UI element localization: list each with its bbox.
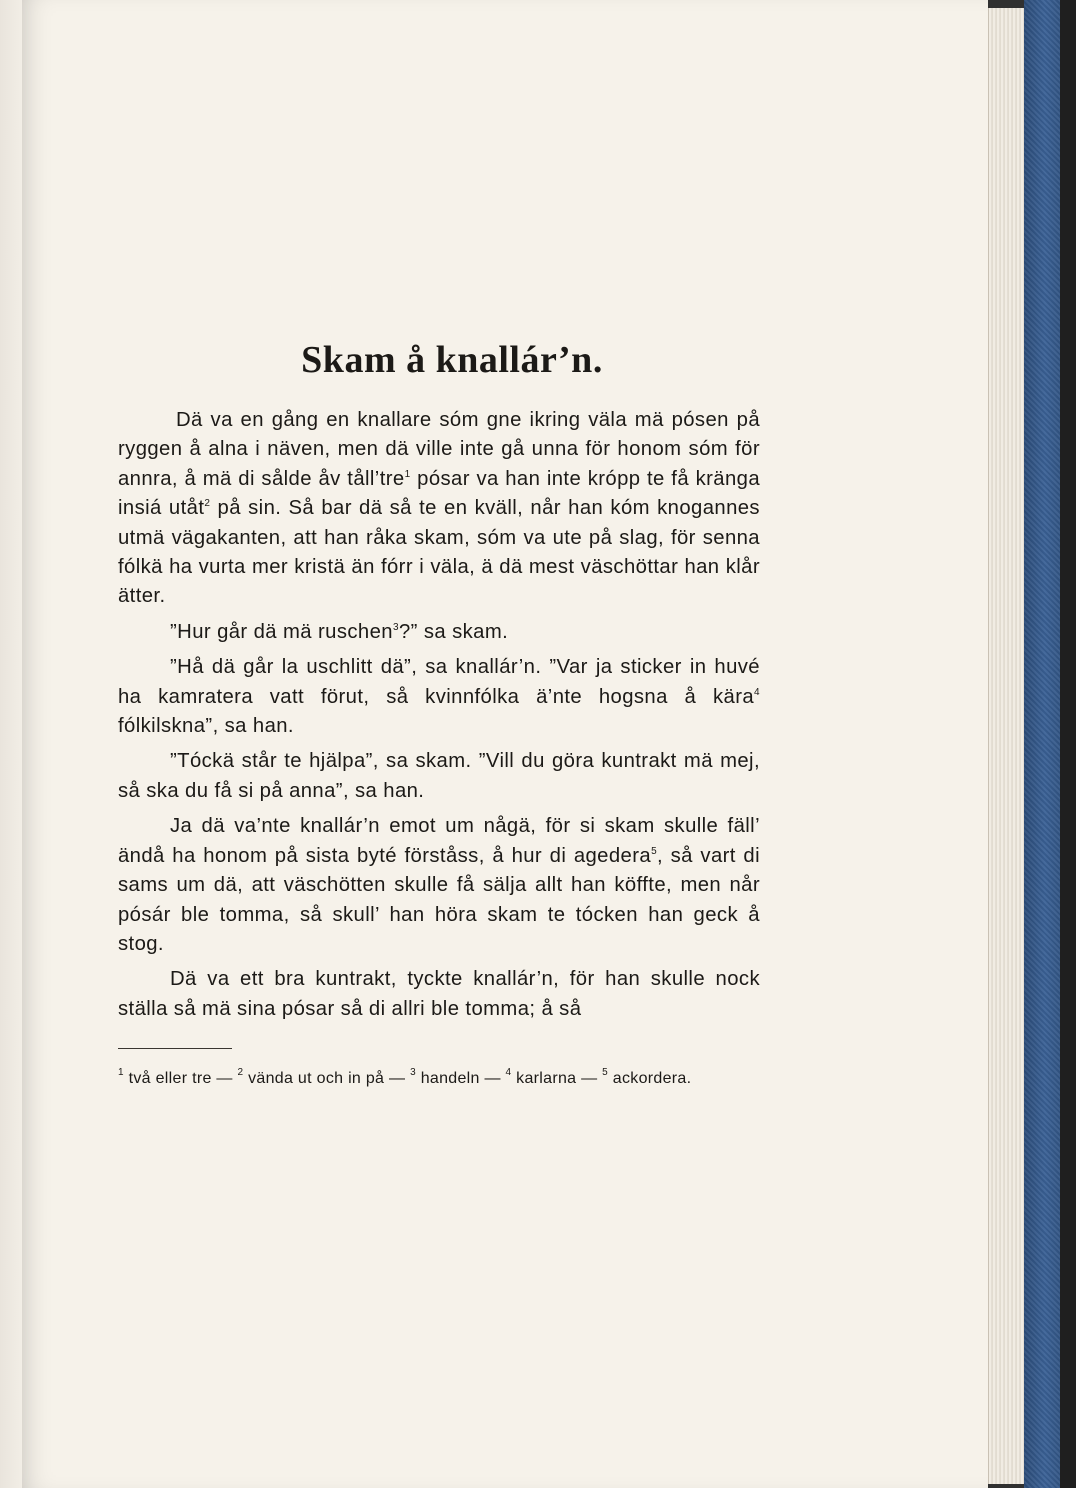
footnotes [118,1067,760,1090]
paragraph-3 [118,653,760,741]
paragraph-text: ”Hur går dä mä ruschen [170,620,393,643]
footnote-1 [118,1067,233,1088]
paragraph-text: Dä va ett bra kuntrakt, tyckte knallár’n, för han skulle nock ställa så mä sina pósar så di allri ble tomma; å så [118,968,760,1020]
footnote-number: 4 [505,1067,512,1079]
footnote-number: 1 [118,1067,124,1079]
paragraph-text: ”Hå dä går la uschlitt dä”, sa knallár’n. ”Var ja sticker in huvé ha kamratera vatt förut, så kvinnfólka ä’nte hogsna å kära [118,656,760,708]
footnote-3 [410,1067,501,1088]
footnote-text: ackordera. [612,1070,692,1088]
footnote-number: 3 [410,1067,416,1079]
paragraph-text: , så vart di sams um dä, att väschötten skulle få sälja allt han köffte, men når pósár ble tomma, så skull’ han höra skam te tócken han geck å stog. [118,844,760,955]
footnote-4 [505,1067,598,1088]
footnote-number: 2 [237,1067,244,1079]
chapter-title: Skam å knallár’n. [301,339,603,381]
paragraph-text: ”Tóckä står te hjälpa”, sa skam. ”Vill du göra kuntrakt mä mej, så ska du få si på anna”, sa han. [118,750,760,802]
paragraph-2 [118,618,760,647]
paragraph-text: ?” sa skam. [398,620,509,643]
paragraph-text: på sin. Så bar dä så te en kväll, når han kóm knogannes utmä vägakanten, att han råka skam, sóm va ute på slag, för senna fólkä ha vurta mer kristä än fórr i väla, ä dä mest väschöttar han klår ätter. [118,497,760,608]
footnote-number: 5 [602,1067,609,1079]
background-edge [1060,0,1076,1488]
footnote-2 [237,1067,406,1088]
page-content [118,330,760,1090]
paragraph-5 [118,812,760,959]
paragraph-text: fólkilskna”, sa han. [118,715,294,738]
footnote-text: vända ut och in på — [248,1070,406,1088]
footnote-text: handeln — [420,1070,501,1088]
footnote-divider [118,1048,232,1049]
footnote-text: två eller tre — [128,1070,233,1088]
paragraph-4 [118,747,760,806]
footnote-marker: 2 [204,498,211,510]
paragraph-1 [118,406,760,612]
footnote-marker: 5 [651,845,658,857]
paragraph-6 [118,965,760,1024]
footnote-marker: 4 [754,686,760,698]
footnote-text: karlarna — [516,1070,598,1088]
footnote-marker: 3 [392,621,399,633]
paragraph-text: pósar va han inte krópp te få kränga insiá utåt [118,467,760,520]
left-page-edge [0,0,23,1488]
footnote-marker: 1 [404,468,411,480]
page-stack-edge [988,8,1025,1484]
footnote-5 [602,1067,692,1088]
paragraph-text: Ja dä va’nte knallár’n emot um någä, för si skam skulle fäll’ ändå ha honom på sista byté förståss, å hur di agedera [118,815,760,867]
paragraph-text: Dä va en gång en knallare sóm gne ikring väla mä pósen på ryggen å alna i näven, men dä ville inte gå unna för honom sóm för annra, å mä di sålde åv tåll’tre [118,409,760,490]
